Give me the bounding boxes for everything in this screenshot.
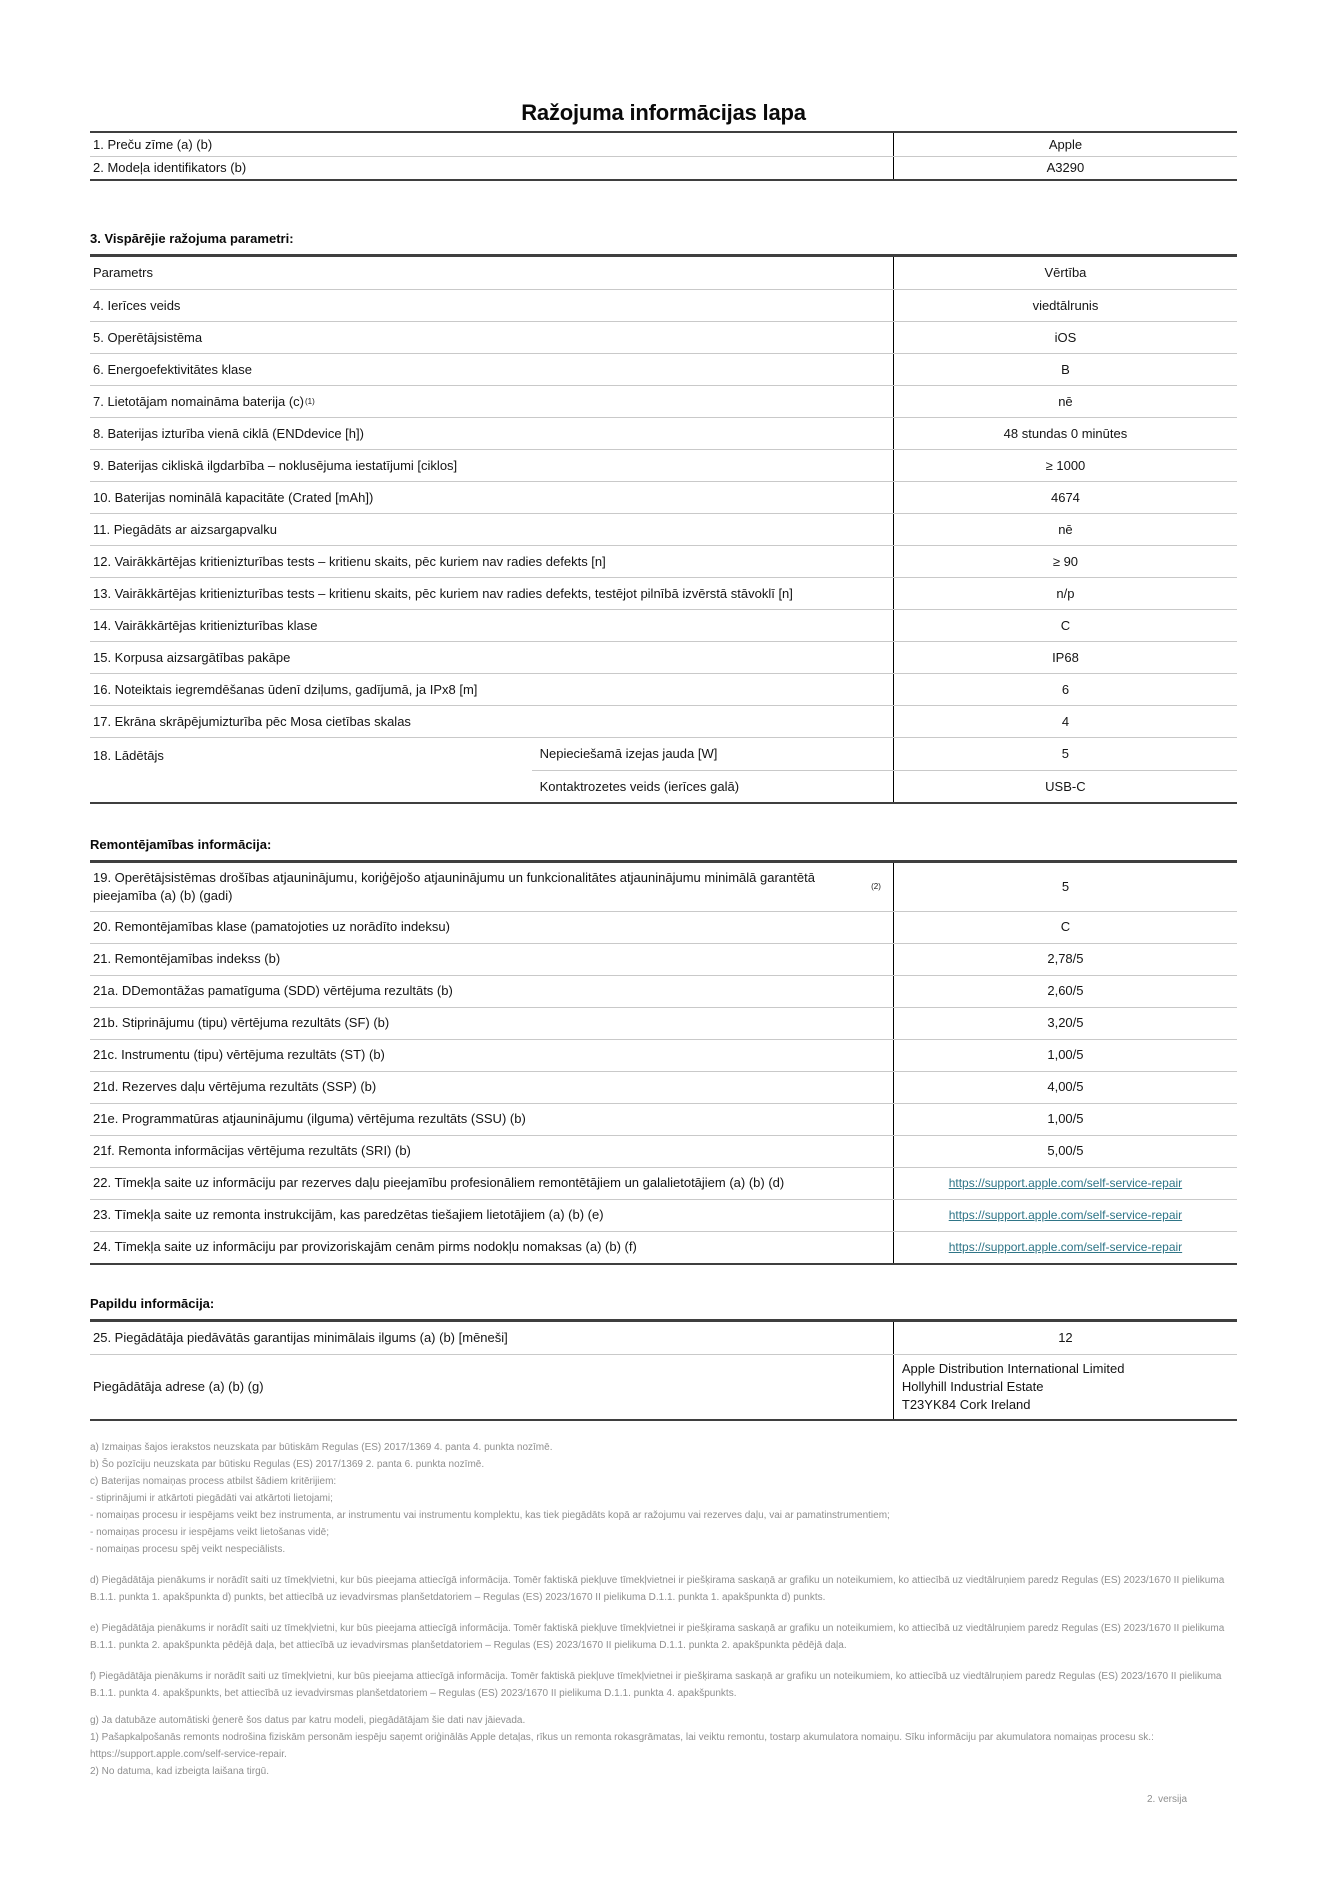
table-row [90,289,1237,321]
row-value [893,1200,1237,1231]
row-label: 16. Noteiktais iegremdēšanas ūdenī dziļums, gadījumā, ja IPx8 [m] [93,681,478,697]
row-label: 25. Piegādātāja piedāvātās garantijas minimālais ilgums (a) (b) [mēneši] [93,1329,508,1345]
footnote-line: c) Baterijas nomaiņas process atbilst šādiem kritērijiem: [90,1475,337,1487]
row-value: iOS [893,322,1237,353]
row-value: A3290 [893,157,1237,179]
row-label: 17. Ekrāna skrāpējumizturība pēc Mosa cietības skalas [93,713,411,729]
row-value: 5 [893,738,1237,770]
table-header-row [90,257,1237,289]
row-value: ≥ 1000 [893,450,1237,481]
row-value: 1,00/5 [893,1104,1237,1135]
row-value: 4,00/5 [893,1072,1237,1103]
table-row [90,1071,1237,1103]
row-value: viedtālrunis [893,290,1237,321]
footnote-line: - nomaiņas procesu ir iespējams veikt bez instrumenta, ar instrumentu vai instrumentu komplektu, kas tiek piegādāts kopā ar ražojumu vai rezerves daļu, vai ar pamatinstrumentiem; [90,1509,890,1521]
row-label: 13. Vairākkārtējas kritienizturības tests – kritienu skaits, pēc kuriem nav radies defekts, testējot pilnībā izvērstā stāvoklī [n] [93,585,793,601]
repairability-table [90,860,1237,1265]
table-row [90,609,1237,641]
section-heading-additional: Papildu informācija: [90,1295,215,1311]
row-label: 1. Preču zīme (a) (b) [93,136,213,152]
sub-row [532,738,1237,770]
row-value: n/p [893,578,1237,609]
row-label: 14. Vairākkārtējas kritienizturības klase [93,617,318,633]
row-value [893,1168,1237,1199]
row-label: 23. Tīmekļa saite uz remonta instrukcijām, kas paredzētas tiešajiem lietotājiem (a) (b) (e) [93,1207,604,1223]
row-label: 4. Ierīces veids [93,297,181,313]
table-row [90,975,1237,1007]
table-row [90,385,1237,417]
row-value: C [893,912,1237,943]
table-row [90,1039,1237,1071]
row-value: 2,60/5 [893,976,1237,1007]
table-row [90,321,1237,353]
row-value: 48 stundas 0 minūtes [893,418,1237,449]
address-line: T23YK84 Cork Ireland [901,1396,1031,1412]
table-row [90,1135,1237,1167]
row-value: 6 [893,674,1237,705]
table-row [90,449,1237,481]
row-label: 22. Tīmekļa saite uz informāciju par rezerves daļu pieejamību profesionāliem remontētājiem un galalietotājiem (a) (b) (d) [93,1175,785,1191]
row-label: 11. Piegādāts ar aizsargapvalku [93,521,278,537]
column-header-value: Vērtība [893,257,1237,289]
row-label: 9. Baterijas cikliskā ilgdarbība – noklusējuma iestatījumi [ciklos] [93,457,458,473]
footnote-line: f) Piegādātāja pienākums ir norādīt saiti uz tīmekļvietni, kur būs pieejama attiecīgā informācija. Tomēr faktiskā piekļuve tīmekļvietnei ir piešķirama saskaņā ar grafiku un noteikumiem, ko attiecībā uz viedtālruņiem paredz Regulas (ES) 2023/1670 II pielikuma B.1.1. punkta 4. apakšpunkts, bet attiecībā uz ievadvirsmas planšetdatoriem – Regulas (ES) 2023/1670 II pielikuma D.1.1. punkta 4. apakšpunkts. [90,1670,1222,1699]
footnote-line: 1) Pašapkalpošanās remonts nodrošina fiziskām personām iespēju saņemt oriģinālās Apple detaļas, rīkus un remonta rokasgrāmatas, lai veiktu remontu, tostarp akumulatora nomaiņu. Sīku informāciju par akumulatora nomaiņas procesu sk.: https://support.apple.com/self-service-repair. [90,1731,1154,1760]
row-value: IP68 [893,642,1237,673]
table-row [90,911,1237,943]
row-value: nē [893,386,1237,417]
address-line: Hollyhill Industrial Estate [901,1378,1044,1394]
table-row [90,1167,1237,1199]
footnotes [90,1439,1237,1780]
table-row [90,513,1237,545]
row-value: C [893,610,1237,641]
sub-row [532,770,1237,802]
footnote-line: a) Izmaiņas šajos ierakstos neuzskata par būtiskām Regulas (ES) 2017/1369 4. panta 4. punkta nozīmē. [90,1441,553,1453]
row-label: 10. Baterijas nominālā kapacitāte (Crated [mAh]) [93,489,374,505]
row-label: 18. Lādētājs [93,748,164,763]
row-value: B [893,354,1237,385]
footnote-line: - nomaiņas procesu ir iespējams veikt lietošanas vidē; [90,1526,329,1538]
repair-link[interactable]: https://support.apple.com/self-service-repair [948,1240,1183,1255]
row-value: 3,20/5 [893,1008,1237,1039]
table-row [90,481,1237,513]
row-label: 21a. DDemontāžas pamatīguma (SDD) vērtējuma rezultāts (b) [93,983,453,999]
row-value: 5 [893,863,1237,911]
row-label: 21. Remontējamības indekss (b) [93,951,281,967]
footnote-line: e) Piegādātāja pienākums ir norādīt saiti uz tīmekļvietni, kur būs pieejama attiecīgā informācija. Tomēr faktiskā piekļuve tīmekļvietnei ir piešķirama saskaņā ar grafiku un noteikumiem, ko attiecībā uz viedtālruņiem paredz Regulas (ES) 2023/1670 II pielikuma B.1.1. punkta 2. apakšpunkta pēdējā daļa, bet attiecībā uz ievadvirsmas planšetdatoriem – Regulas (ES) 2023/1670 II pielikuma D.1.1. punkta 2. apakšpunkta pēdējā daļa. [90,1622,1225,1651]
footnote-line: - nomaiņas procesu spēj veikt nespeciālists. [90,1543,286,1555]
additional-info-table [90,1319,1237,1421]
table-row [90,1354,1237,1419]
row-value: USB-C [893,771,1237,802]
footnote-line: b) Šo pozīciju neuzskata par būtisku Regulas (ES) 2017/1369 2. panta 6. punkta nozīmē. [90,1458,485,1470]
row-value: 2,78/5 [893,944,1237,975]
row-label: 21c. Instrumentu (tipu) vērtējuma rezultāts (ST) (b) [93,1047,385,1063]
identification-table [90,131,1237,181]
sub-row-label: Kontaktrozetes veids (ierīces galā) [539,778,740,794]
row-label: 21f. Remonta informācijas vērtējuma rezultāts (SRI) (b) [93,1143,411,1159]
row-label: 12. Vairākkārtējas kritienizturības tests – kritienu skaits, pēc kuriem nav radies defekts [n] [93,553,606,569]
row-value: 4 [893,706,1237,737]
table-row [90,943,1237,975]
table-row [90,1231,1237,1263]
row-value: nē [893,514,1237,545]
table-row [90,737,1237,802]
row-label: Piegādātāja adrese (a) (b) (g) [93,1378,264,1394]
row-label: 21d. Rezerves daļu vērtējuma rezultāts (SSP) (b) [93,1079,377,1095]
row-value [893,1232,1237,1263]
row-label: 2. Modeļa identifikators (b) [93,160,247,176]
sub-rows [532,738,1237,802]
table-row [90,156,1237,179]
section-heading-general: 3. Vispārējie ražojuma parametri: [90,231,294,246]
table-row [90,1103,1237,1135]
row-label: 15. Korpusa aizsargātības pakāpe [93,649,291,665]
row-label: 21b. Stiprinājumu (tipu) vērtējuma rezultāts (SF) (b) [93,1015,390,1031]
address-line: Apple Distribution International Limited [901,1360,1125,1376]
row-label: 21e. Programmatūras atjauninājumu (ilguma) vērtējuma rezultāts (SSU) (b) [93,1111,526,1127]
table-row [90,673,1237,705]
row-label: 20. Remontējamības klase (pamatojoties uz norādīto indeksu) [93,919,450,935]
row-label: 19. Operētājsistēmas drošības atjauninājumu, koriģējošo atjauninājumu un funkcionalitātes atjauninājumu minimālā garantētā pieejamība (a) (b) (gadi) (2) [93,870,881,903]
version-label: 2. versija [1146,1793,1187,1805]
table-row [90,133,1237,156]
superscript-note: (2) [871,882,881,892]
row-label: 24. Tīmekļa saite uz informāciju par provizoriskajām cenām pirms nodokļu nomaksas (a) (b) (f) [93,1239,637,1255]
table-row [90,545,1237,577]
row-value: 5,00/5 [893,1136,1237,1167]
footnote-line: 2) No datuma, kad izbeigta laišana tirgū. [90,1765,269,1777]
page-title: Ražojuma informācijas lapa [521,100,806,125]
repair-link[interactable]: https://support.apple.com/self-service-repair [948,1208,1183,1223]
table-row [90,1322,1237,1354]
table-row [90,1199,1237,1231]
row-label: 7. Lietotājam nomaināma baterija (c) (1) [93,393,315,409]
table-row [90,641,1237,673]
footnote-line: - stiprinājumi ir atkārtoti piegādāti vai atkārtoti lietojami; [90,1492,333,1504]
row-value: 1,00/5 [893,1040,1237,1071]
row-value: Apple [893,133,1237,156]
table-row [90,577,1237,609]
table-row [90,353,1237,385]
row-label: 6. Energoefektivitātes klase [93,361,252,377]
section-heading-repairability: Remontējamības informācija: [90,837,272,852]
table-row [90,705,1237,737]
table-row [90,417,1237,449]
footnote-line: d) Piegādātāja pienākums ir norādīt saiti uz tīmekļvietni, kur būs pieejama attiecīgā informācija. Tomēr faktiskā piekļuve tīmekļvietnei ir piešķirama saskaņā ar grafiku un noteikumiem, ko attiecībā uz viedtālruņiem paredz Regulas (ES) 2023/1670 II pielikuma B.1.1. punkta 1. apakšpunkta d) punkts, bet attiecībā uz ievadvirsmas planšetdatoriem – Regulas (ES) 2023/1670 II pielikuma D.1.1. punkta 1. apakšpunkta d) punkts. [90,1574,1225,1603]
row-value [893,1355,1237,1419]
row-value: 4674 [893,482,1237,513]
table-row [90,863,1237,911]
repair-link[interactable]: https://support.apple.com/self-service-repair [948,1176,1183,1191]
sub-row-label: Nepieciešamā izejas jauda [W] [539,746,718,762]
row-label: 5. Operētājsistēma [93,329,203,345]
table-row [90,1007,1237,1039]
footnote-line: g) Ja datubāze automātiski ģenerē šos datus par katru modeli, piegādātājam šie dati nav jāievada. [90,1714,526,1726]
superscript-note: (1) [305,396,315,406]
row-label: 8. Baterijas izturība vienā ciklā (ENDdevice [h]) [93,425,364,441]
general-parameters-table [90,254,1237,804]
row-value: 12 [893,1322,1237,1354]
row-value: ≥ 90 [893,546,1237,577]
column-header-parameter: Parametrs [93,265,153,281]
